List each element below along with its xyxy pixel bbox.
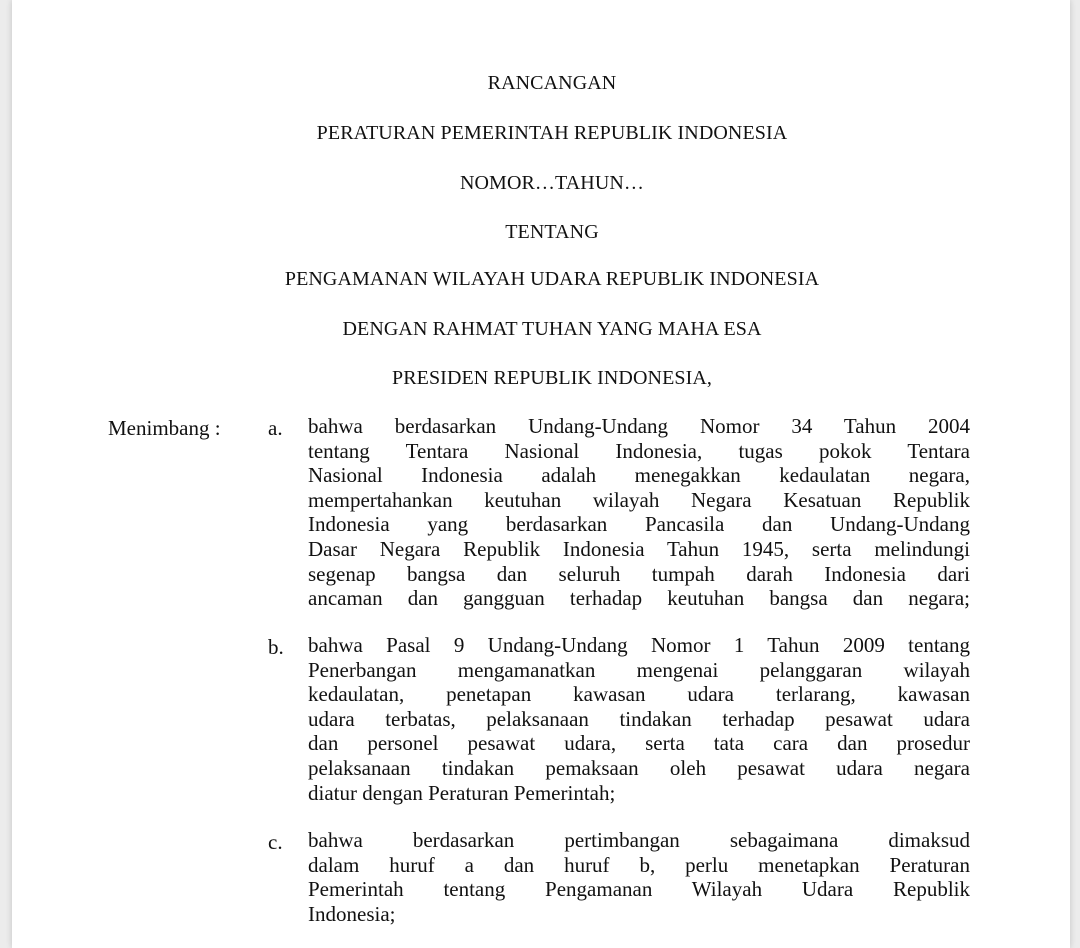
item-b-letter: b.: [268, 635, 284, 659]
item-b-line: Penerbangan mengamanatkan mengenai pelanggaran wilayah: [308, 657, 970, 682]
item-c-line: bahwa berdasarkan pertimbangan sebagaimana dimaksud: [308, 828, 970, 852]
menimbang-label: Menimbang :: [108, 416, 221, 440]
item-b-text: [308, 633, 970, 805]
item-a-line: Dasar Negara Republik Indonesia Tahun 1945, serta melindungi: [308, 536, 970, 561]
item-c-text: [308, 828, 970, 926]
item-a-line: mempertahankan keutuhan wilayah Negara Kesatuan Republik: [308, 487, 970, 512]
president-heading: PRESIDEN REPUBLIK INDONESIA,: [391, 367, 713, 389]
invocation: DENGAN RAHMAT TUHAN YANG MAHA ESA: [342, 318, 762, 340]
item-c-line: dalam huruf a dan huruf b, perlu menetapkan Peraturan: [308, 852, 970, 877]
regulation-type: PERATURAN PEMERINTAH REPUBLIK INDONESIA: [316, 122, 788, 144]
item-a-letter: a.: [268, 416, 283, 440]
item-b-line: dan personel pesawat udara, serta tata cara dan prosedur: [308, 731, 970, 756]
item-b-line: udara terbatas, pelaksanaan tindakan terhadap pesawat udara: [308, 706, 970, 731]
item-a-line: segenap bangsa dan seluruh tumpah darah Indonesia dari: [308, 561, 970, 586]
draft-label: RANCANGAN: [487, 72, 617, 94]
item-b-line: bahwa Pasal 9 Undang-Undang Nomor 1 Tahun 2009 tentang: [308, 633, 970, 657]
item-a-line: ancaman dan gangguan terhadap keutuhan bangsa dan negara;: [308, 586, 970, 611]
item-a-line: tentang Tentara Nasional Indonesia, tugas pokok Tentara: [308, 438, 970, 463]
item-c-line: Pemerintah tentang Pengamanan Wilayah Udara Republik: [308, 877, 970, 902]
item-a-text: [308, 414, 970, 611]
regulation-title: PENGAMANAN WILAYAH UDARA REPUBLIK INDONESIA: [284, 268, 820, 290]
item-a-line: bahwa berdasarkan Undang-Undang Nomor 34 Tahun 2004: [308, 414, 970, 438]
item-a-line: Nasional Indonesia adalah menegakkan kedaulatan negara,: [308, 463, 970, 488]
regulation-number: NOMOR…TAHUN…: [459, 172, 645, 194]
item-c-line: Indonesia;: [308, 901, 396, 926]
item-b-line: diatur dengan Peraturan Pemerintah;: [308, 780, 616, 805]
about-label: TENTANG: [505, 221, 599, 243]
item-b-line: pelaksanaan tindakan pemaksaan oleh pesawat udara negara: [308, 755, 970, 780]
item-a-line: Indonesia yang berdasarkan Pancasila dan Undang-Undang: [308, 512, 970, 537]
document-page: [12, 0, 1070, 948]
item-c-letter: c.: [268, 830, 283, 854]
item-b-line: kedaulatan, penetapan kawasan udara terlarang, kawasan: [308, 682, 970, 707]
